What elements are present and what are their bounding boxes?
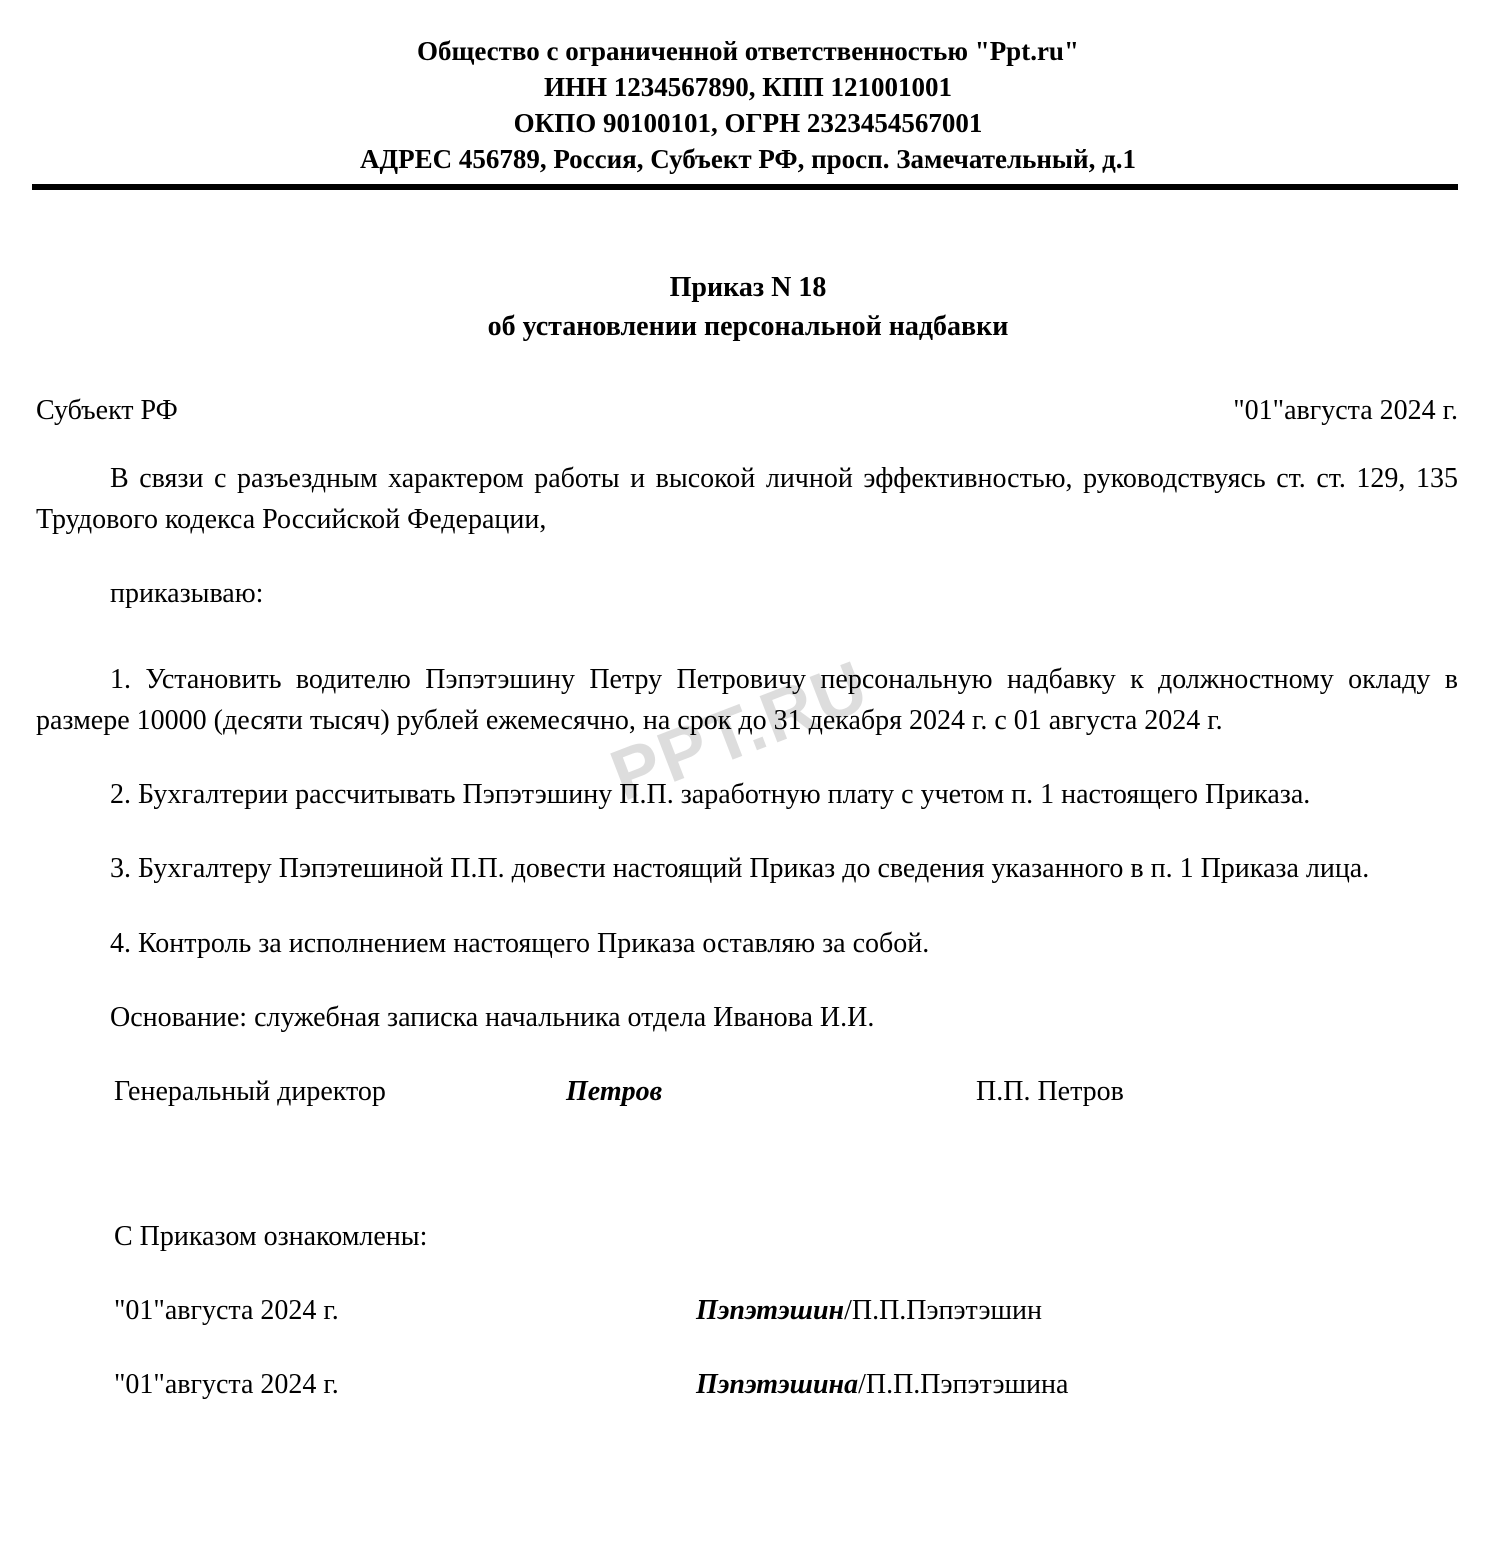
order-item-3: 3. Бухгалтеру Пэпэтешиной П.П. довести настоящий Приказ до сведения указанного в п. 1 Приказа лица. (110, 853, 1370, 885)
acknowledgement-row (36, 1365, 1458, 1405)
acknowledgement-handwritten-signature: Пэпэтэшина (696, 1369, 859, 1401)
acknowledgement-date: "01"августа 2024 г. (114, 1294, 339, 1326)
spacer (36, 741, 1458, 775)
director-signature-row (36, 1072, 1458, 1112)
director-full-name: П.П. Петров (976, 1076, 1124, 1108)
place-of-issue: Субъект РФ (36, 395, 178, 427)
director-role: Генеральный директор (114, 1076, 386, 1108)
director-handwritten-signature: Петров (566, 1076, 663, 1108)
acknowledgement-heading: С Приказом ознакомлены: (114, 1220, 428, 1252)
registry-ids: ОКПО 90100101, ОГРН 2323454567001 (513, 107, 983, 138)
company-name: Общество с ограниченной ответственностью "Ppt.ru" (417, 36, 1079, 66)
order-subject-line: об установлении персональной надбавки (487, 311, 1009, 343)
document-body (36, 391, 1458, 1405)
spacer (36, 890, 1458, 924)
order-item-2: 2. Бухгалтерии рассчитывать Пэпэтэшину П.П. заработную плату с учетом п. 1 настоящего Приказа. (110, 779, 1311, 810)
place-date-row (36, 391, 1458, 431)
spacer (36, 540, 1458, 574)
preamble-paragraph: В связи с разъездным характером работы и высокой личной эффективностью, руководствуясь ст. ст. 129, 135 Трудового кодекса Российской Федерации, (36, 463, 1458, 535)
date-of-issue: "01"августа 2024 г. (1233, 395, 1458, 427)
spacer (36, 1331, 1458, 1365)
acknowledgement-row (36, 1291, 1458, 1331)
tax-ids: ИНН 1234567890, КПП 121001001 (543, 71, 953, 102)
order-item-1: 1. Установить водителю Пэпэтэшину Петру Петровичу персональную надбавку к должностному окладу в размере 10000 (десяти тысяч) рублей ежемесячно, на срок до 31 декабря 2024 г. с 01 августа 2024 г. (36, 664, 1458, 736)
acknowledgement-full-name: П.П.Пэпэтэшин (851, 1294, 1043, 1326)
acknowledgement-handwritten-signature: Пэпэтэшин (696, 1294, 845, 1326)
spacer (36, 1038, 1458, 1072)
acknowledgement-full-name: П.П.Пэпэтэшина (865, 1369, 1069, 1401)
acknowledgement-separator: / (844, 1294, 852, 1326)
acknowledgement-signature-block (696, 1291, 1458, 1331)
spacer (36, 431, 1458, 459)
order-keyword: приказываю: (110, 578, 264, 610)
letterhead-divider (32, 184, 1458, 190)
basis-paragraph: Основание: служебная записка начальника отдела Иванова И.И. (110, 1001, 875, 1033)
spacer (36, 614, 1458, 660)
order-number-line: Приказ N 18 (669, 271, 827, 303)
company-address: АДРЕС 456789, Россия, Субъект РФ, просп. Замечательный, д.1 (360, 143, 1136, 174)
acknowledgement-signature-block (696, 1365, 1458, 1405)
order-item-4: 4. Контроль за исполнением настоящего Приказа оставляю за собой. (110, 927, 930, 959)
spacer (36, 1257, 1458, 1291)
acknowledgement-separator: / (858, 1369, 866, 1401)
spacer (36, 1113, 1458, 1217)
page-title (0, 268, 1496, 348)
spacer (36, 815, 1458, 849)
spacer (36, 964, 1458, 998)
ppt-ru-watermark: PPT.RU (600, 645, 880, 817)
acknowledgement-date: "01"августа 2024 г. (114, 1369, 339, 1401)
letterhead (0, 0, 1496, 178)
